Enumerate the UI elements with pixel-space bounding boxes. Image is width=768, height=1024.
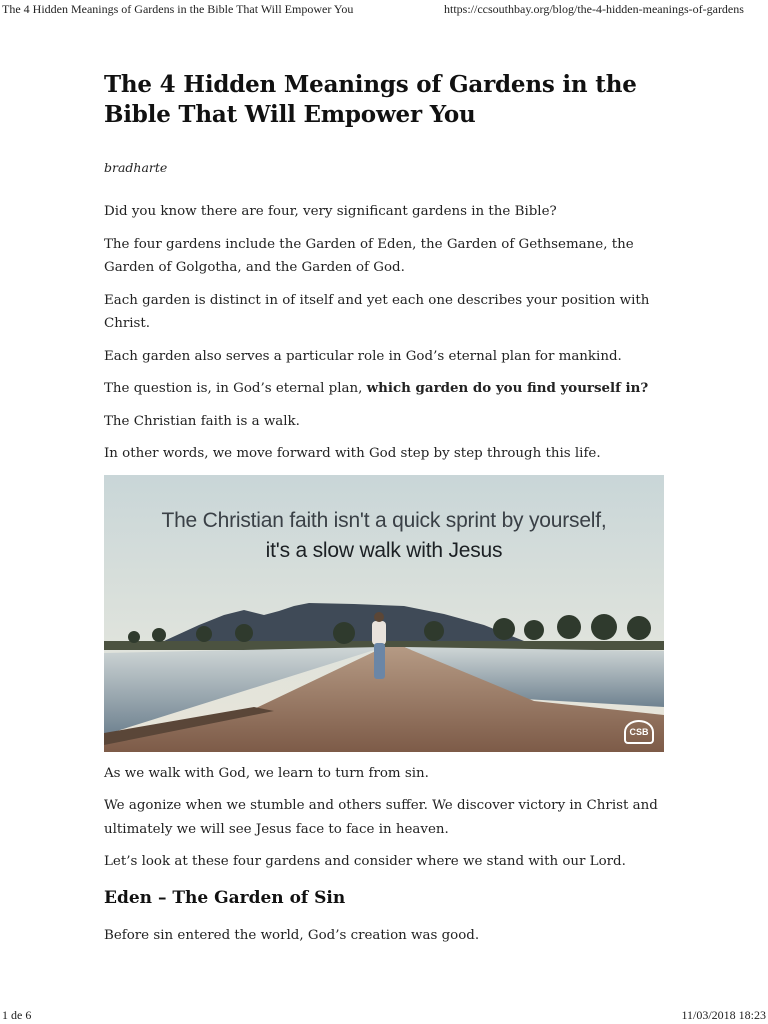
paragraph: The Christian faith is a walk. (104, 413, 300, 429)
paragraph: As we walk with God, we learn to turn from sin. (104, 765, 429, 781)
article-author[interactable]: bradharte (104, 160, 168, 175)
question-bold: which garden do you find yourself in? (366, 380, 649, 396)
paragraph: We agonize when we stumble and others suffer. We discover victory in Christ and ultimately we will see Jesus face to face in heaven. (104, 798, 658, 837)
paragraph: Did you know there are four, very significant gardens in the Bible? (104, 204, 557, 219)
paragraph: Each garden is distinct in of itself and yet each one describes your position with Christ. (104, 292, 650, 331)
article (104, 70, 664, 956)
article-title: The 4 Hidden Meanings of Gardens in the Bible That Will Empower You (104, 71, 637, 128)
paragraph: Let’s look at these four gardens and consider where we stand with our Lord. (104, 854, 626, 869)
paragraph: The four gardens include the Garden of Eden, the Garden of Gethsemane, the Garden of Golgotha, and the Garden of God. (104, 236, 634, 275)
question-paragraph (104, 377, 664, 401)
image-caption-line1: The Christian faith isn't a quick sprint by yourself, (161, 508, 607, 532)
print-header-url[interactable]: https://ccsouthbay.org/blog/the-4-hidden-meanings-of-gardens (444, 2, 744, 16)
section-heading: Eden – The Garden of Sin (104, 887, 346, 908)
page-number: 1 de 6 (2, 1008, 32, 1022)
paragraph: Before sin entered the world, God’s creation was good. (104, 927, 480, 943)
paragraph: In other words, we move forward with God step by step through this life. (104, 446, 601, 461)
csb-logo: CSB (624, 720, 654, 744)
print-datetime: 11/03/2018 18:23 (681, 1008, 766, 1022)
paragraph: Each garden also serves a particular role in God’s eternal plan for mankind. (104, 348, 622, 364)
image-caption-line2: it's a slow walk with Jesus (265, 538, 503, 562)
print-header (0, 0, 768, 20)
hero-image (104, 475, 664, 752)
print-header-title: The 4 Hidden Meanings of Gardens in the Bible That Will Empower You (2, 2, 354, 16)
question-prefix: The question is, in God’s eternal plan, (104, 381, 367, 396)
print-footer (0, 1006, 768, 1024)
article-body (104, 200, 664, 947)
